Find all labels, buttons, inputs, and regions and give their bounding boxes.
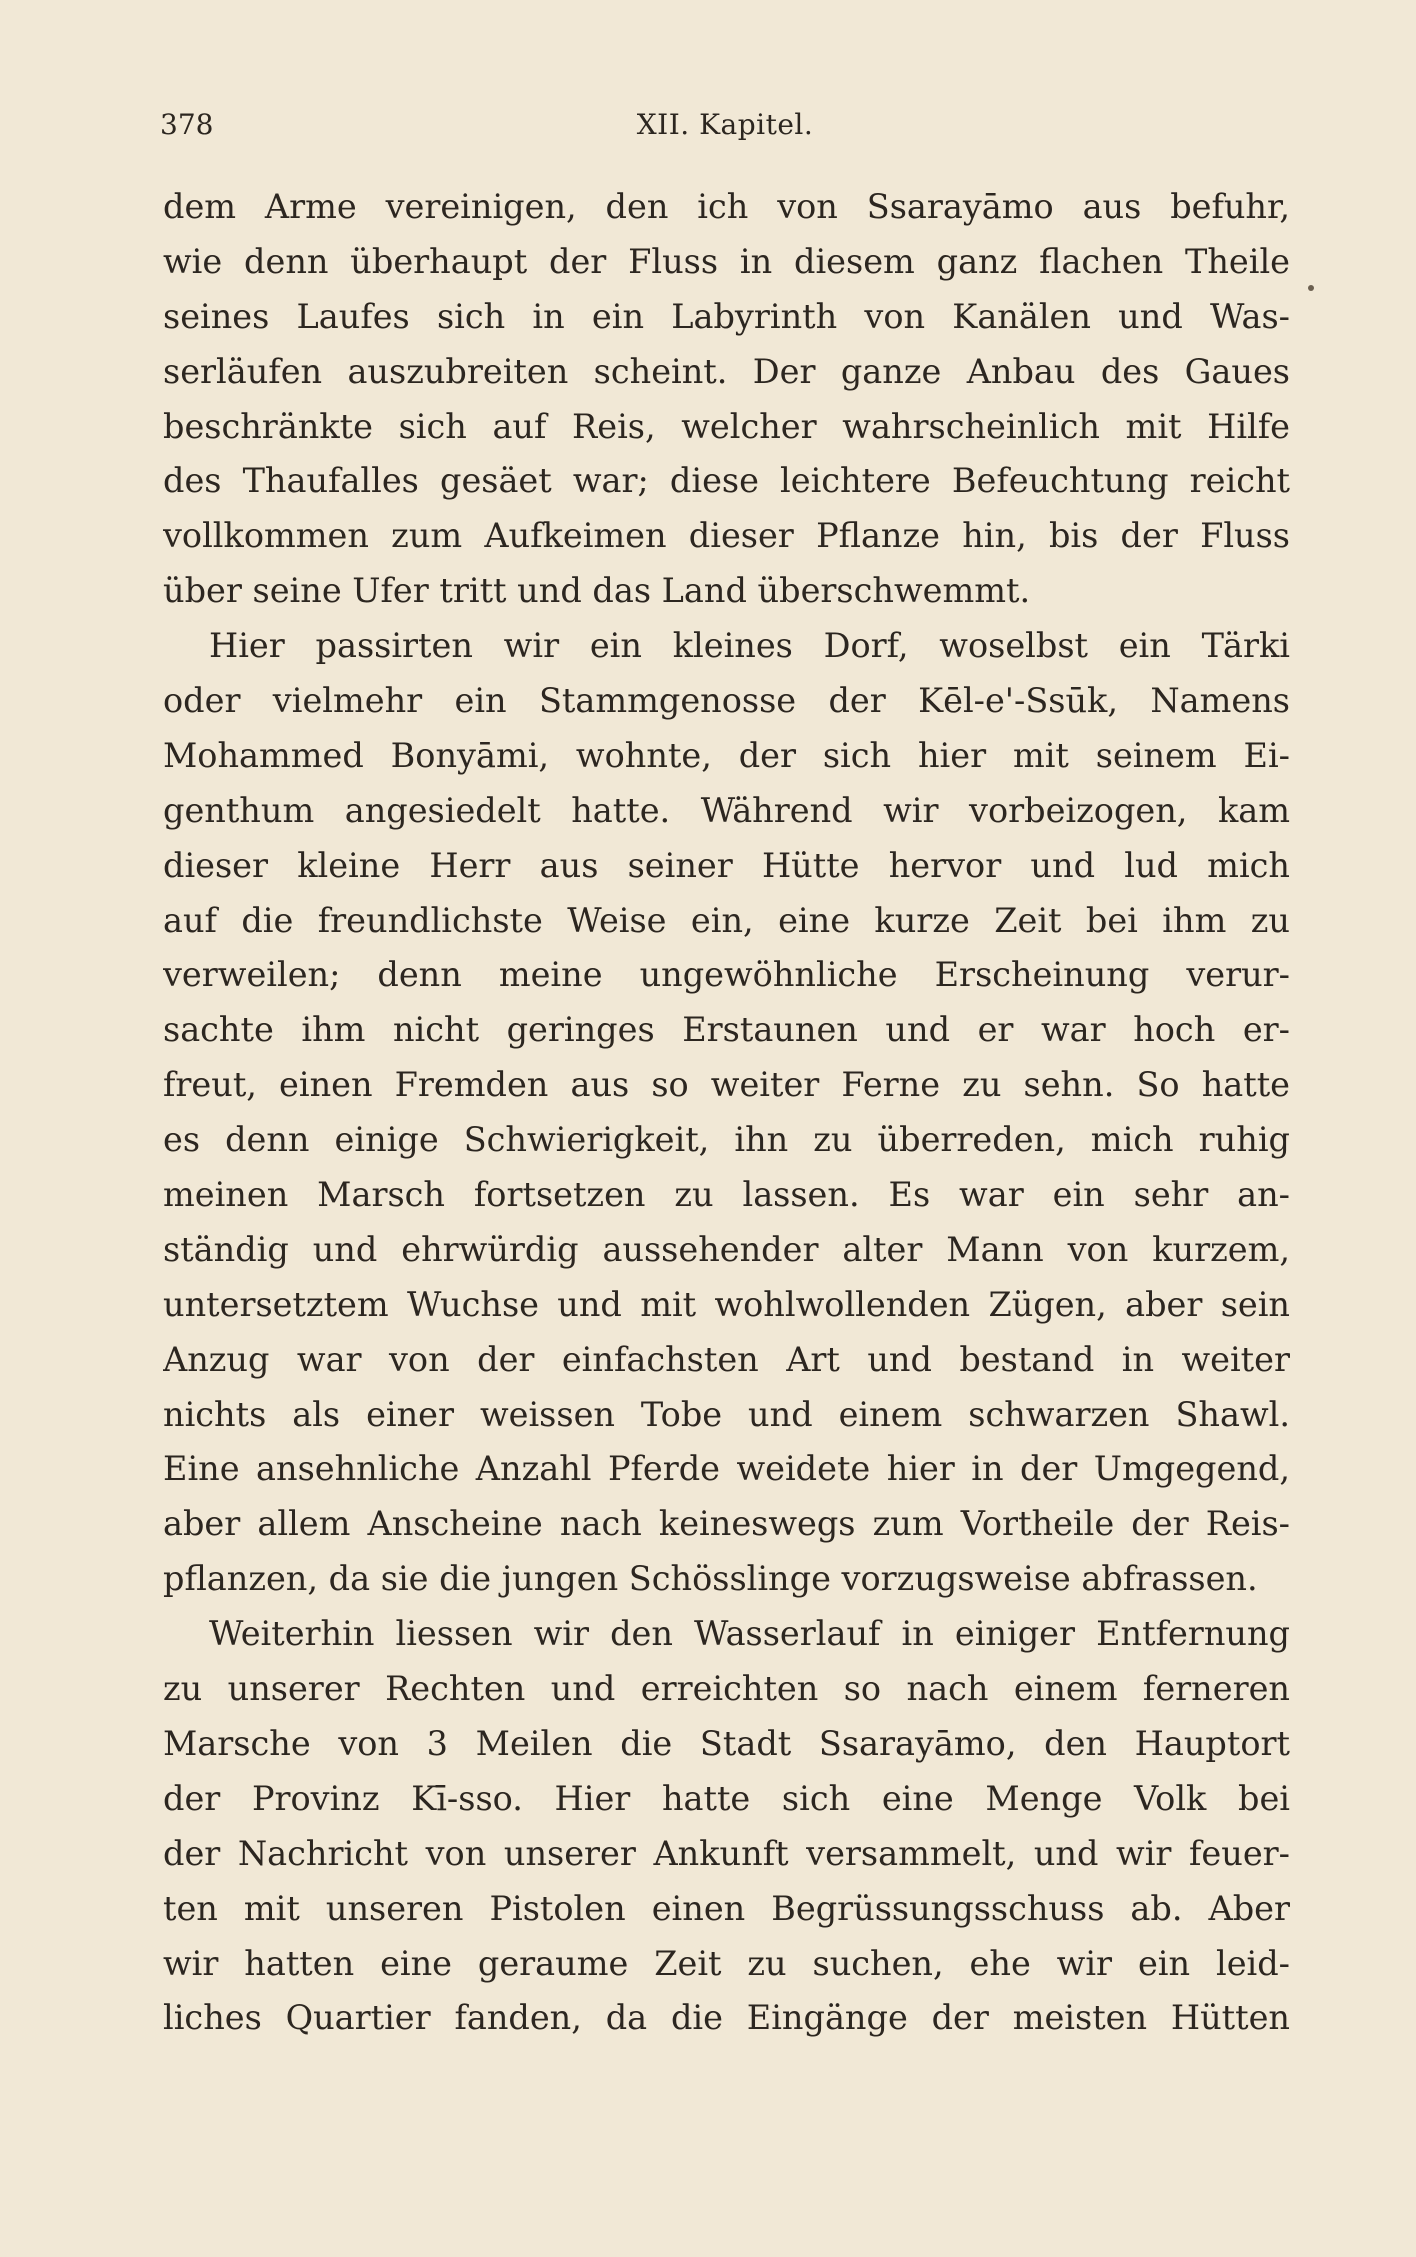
text-line: über seine Ufer tritt und das Land überschwemmt. xyxy=(163,571,1031,611)
text-line: seines Laufes sich in ein Labyrinth von Kanälen und Was- xyxy=(163,296,1290,336)
text-line: wir hatten eine geraume Zeit zu suchen, ehe wir ein leid- xyxy=(163,1943,1290,1983)
text-line: ständig und ehrwürdig aussehender alter Mann von kurzem, xyxy=(163,1229,1290,1269)
text-line: Hier passirten wir ein kleines Dorf, woselbst ein Tärki xyxy=(209,626,1290,666)
text-line: dieser kleine Herr aus seiner Hütte hervor und lud mich xyxy=(163,845,1290,885)
print-speck xyxy=(1308,285,1314,291)
text-line: Anzug war von der einfachsten Art und bestand in weiter xyxy=(163,1339,1290,1379)
text-line: der Nachricht von unserer Ankunft versammelt, und wir feuer- xyxy=(163,1833,1290,1873)
text-line: sachte ihm nicht geringes Erstaunen und er war hoch er- xyxy=(163,1010,1290,1050)
text-line: meinen Marsch fortsetzen zu lassen. Es war ein sehr an- xyxy=(163,1175,1290,1215)
body-text xyxy=(163,180,1290,2046)
text-line: Eine ansehnliche Anzahl Pferde weidete hier in der Umgegend, xyxy=(163,1449,1290,1489)
text-line: Weiterhin liessen wir den Wasserlauf in einiger Entfernung xyxy=(209,1614,1290,1654)
text-line: oder vielmehr ein Stammgenosse der Kēl-e'-Ssūk, Namens xyxy=(163,681,1290,721)
text-line: pflanzen, da sie die jungen Schösslinge vorzugsweise abfrassen. xyxy=(163,1559,1258,1599)
text-line: genthum angesiedelt hatte. Während wir vorbeizogen, kam xyxy=(163,790,1290,830)
text-line: verweilen; denn meine ungewöhnliche Erscheinung verur- xyxy=(163,955,1290,995)
text-line: der Provinz Kī-sso. Hier hatte sich eine Menge Volk bei xyxy=(163,1778,1290,1818)
text-line: freut, einen Fremden aus so weiter Ferne zu sehn. So hatte xyxy=(163,1065,1290,1105)
text-line: nichts als einer weissen Tobe und einem schwarzen Shawl. xyxy=(163,1394,1290,1434)
page-number: 378 xyxy=(160,108,214,141)
text-line: liches Quartier fanden, da die Eingänge der meisten Hütten xyxy=(163,1998,1290,2038)
text-line: aber allem Anscheine nach keineswegs zum Vortheile der Reis- xyxy=(163,1504,1290,1544)
text-line: des Thaufalles gesäet war; diese leichtere Befeuchtung reicht xyxy=(163,461,1290,501)
text-line: auf die freundlichste Weise ein, eine kurze Zeit bei ihm zu xyxy=(163,900,1290,940)
text-line: Mohammed Bonyāmi, wohnte, der sich hier mit seinem Ei- xyxy=(163,735,1290,775)
text-line: untersetztem Wuchse und mit wohlwollenden Zügen, aber sein xyxy=(163,1284,1290,1324)
text-line: es denn einige Schwierigkeit, ihn zu überreden, mich ruhig xyxy=(163,1120,1290,1160)
text-line: serläufen auszubreiten scheint. Der ganze Anbau des Gaues xyxy=(163,351,1290,391)
text-line: ten mit unseren Pistolen einen Begrüssungsschuss ab. Aber xyxy=(163,1888,1290,1928)
text-line: Marsche von 3 Meilen die Stadt Ssarayāmo, den Hauptort xyxy=(163,1723,1290,1763)
text-line: vollkommen zum Aufkeimen dieser Pflanze hin, bis der Fluss xyxy=(163,516,1290,556)
running-head xyxy=(160,103,1290,147)
text-line: wie denn überhaupt der Fluss in diesem ganz flachen Theile xyxy=(163,241,1290,281)
text-line: dem Arme vereinigen, den ich von Ssarayāmo aus befuhr, xyxy=(163,187,1290,226)
text-line: zu unserer Rechten und erreichten so nach einem ferneren xyxy=(163,1669,1290,1709)
text-line: beschränkte sich auf Reis, welcher wahrscheinlich mit Hilfe xyxy=(163,406,1290,446)
chapter-title: XII. Kapitel. xyxy=(636,108,814,141)
